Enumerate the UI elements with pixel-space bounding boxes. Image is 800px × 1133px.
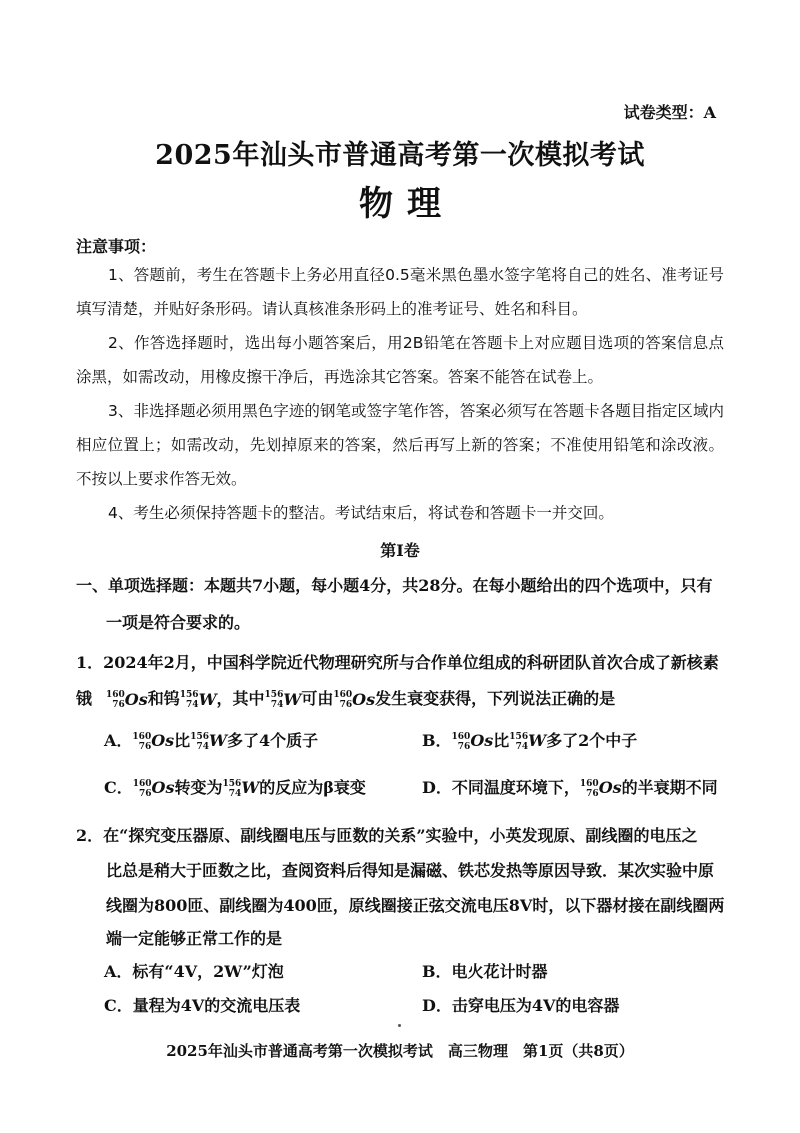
question-2-line-1: 2．在“探究变压器原、副线圈电压与匝数的关系”实验中，小英发现原、副线圈的电压之 [76,826,698,845]
nuclide-w: 156 74W [264,689,302,710]
q2-option-c[interactable]: C．量程为4V的交流电压表 [104,996,301,1015]
notice-item-3: 3、非选择题必须用黑色字迹的钢笔或签字笔作答，答案必须写在答题卡各题目指定区域内相应位置上；如需改动，先划掉原来的答案，然后再写上新的答案；不准使用铅笔和涂改液。不按以上要求作答无效。 [76,402,724,488]
notice-item-2: 2、作答选择题时，选出每小题答案后，用2B铅笔在答题卡上对应题目选项的答案信息点涂黑，如需改动，用橡皮擦干净后，再选涂其它答案。答案不能答在试卷上。 [76,334,724,386]
q2-option-b[interactable]: B．电火花计时器 [422,962,548,981]
nuclide-os: 160 76Os [451,731,494,752]
notice-item-4: 4、考生必须保持答题卡的整洁。考试结束后，将试卷和答题卡一并交回。 [108,504,614,522]
exam-title: 2025年汕头市普通高考第一次模拟考试 [155,140,645,171]
nuclide-os: 160 76Os [132,778,175,799]
volume-label: 第Ⅰ卷 [380,541,420,560]
nuclide-w: 156 74W [179,689,217,710]
subject-title: 物理 [359,184,455,224]
page-footer: 2025年汕头市普通高考第一次模拟考试 高三物理 第1页（共8页） [166,1042,634,1060]
q1-option-b[interactable]: B．160 76Os比156 74W多了2个中子 [422,731,638,752]
nuclide-w: 156 74W [222,778,260,799]
question-2-line-4: 端一定能够正常工作的是 [106,929,283,948]
question-1-line-2: 160 76Os和钨156 74W，其中156 74W可由160 76Os发生衰变获得，下列说法正确的是 [76,681,756,718]
q1-option-a[interactable]: A．160 76Os比156 74W多了4个质子 [104,731,319,752]
nuclide-os: 160 76Os [106,689,148,710]
nuclide-os: 160 76Os [579,778,622,799]
section-heading: 一、单项选择题：本题共7小题，每小题4分，共28分。在每小题给出的四个选项中，只有 一项是符合要求的。 [76,576,713,632]
q2-option-d[interactable]: D．击穿电压为4V的电容器 [422,996,620,1015]
paper-type: 试卷类型：A [623,103,716,122]
question-1-line-1: 1．2024年2月，中国科学院近代物理研究所与合作单位组成的科研团队首次合成了新核素锇 [76,653,719,708]
notice-heading: 注意事项： [76,237,157,256]
nuclide-w: 156 74W [190,731,227,752]
question-1-number: 1． [76,653,104,672]
notice-item-1: 1、答题前，考生在答题卡上务必用直径0.5毫米黑色墨水签字笔将自己的姓名、准考证号填写清楚，并贴好条形码。请认真核准条形码上的准考证号、姓名和科目。 [76,266,724,318]
q1-option-d[interactable]: D．不同温度环境下，160 76Os的半衰期不同 [422,778,718,799]
nuclide-w: 156 74W [509,731,547,752]
question-2-line-3: 线圈为800匝、副线圈为400匝，原线圈接正弦交流电压8V时，以下器材接在副线圈两 [106,896,725,915]
q1-option-c[interactable]: C．160 76Os转变为156 74W的反应为β衰变 [104,778,366,799]
q2-option-a[interactable]: A．标有“4V，2W”灯泡 [104,962,284,981]
question-2-line-2: 比总是稍大于匝数之比，查阅资料后得知是漏磁、铁芯发热等原因导致．某次实验中原 [106,861,715,880]
print-dot [398,1024,401,1027]
nuclide-os: 160 76Os [333,689,376,710]
nuclide-os: 160 76Os [132,731,175,752]
question-2-number: 2． [76,826,104,845]
